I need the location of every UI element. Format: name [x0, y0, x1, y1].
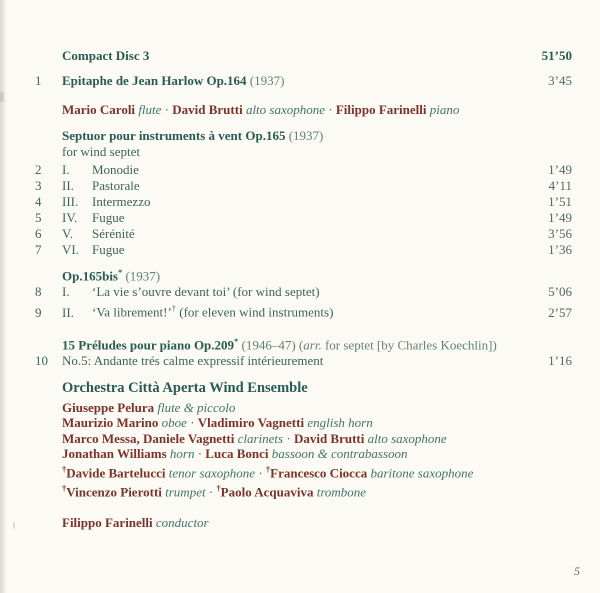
movement-roman: II. [62, 178, 74, 193]
disc-header-row [35, 48, 572, 64]
tracklist-content [35, 48, 572, 531]
track-title: Fugue [92, 210, 125, 225]
movement-roman: IV. [62, 210, 78, 225]
track-title: Monodie [92, 162, 139, 177]
track-duration: 3’45 [548, 73, 572, 88]
track-row [35, 162, 572, 178]
track-row [35, 178, 572, 194]
track-row [35, 284, 572, 300]
disc-total-duration: 51’50 [541, 48, 572, 63]
track-title: No.5: Andante trés calme expressif intérieurement [62, 352, 324, 368]
performer-credit-line [35, 462, 572, 481]
performer-credits: Marco Messa, Daniele Vagnetti clarinets · David Brutti alto saxophone [62, 430, 447, 446]
track-number: 6 [35, 226, 42, 241]
work-heading-row [35, 128, 572, 144]
track-title: Sérénité [92, 226, 135, 241]
ensemble-credits-block [35, 400, 572, 500]
track-number: 1 [35, 73, 42, 88]
work-subtitle: for wind septet [62, 144, 140, 159]
track-duration: 5’06 [548, 284, 572, 300]
track-row [35, 226, 572, 242]
movement-roman: VI. [62, 242, 79, 257]
track-row [35, 73, 572, 89]
track-duration: 1’36 [548, 242, 572, 257]
track-title: ‘La vie s’ouvre devant toi’ (for wind septet) [92, 284, 320, 300]
conductor-credit-line [35, 515, 572, 531]
movement-roman: V. [62, 226, 73, 241]
performer-credits: Giuseppe Pelura flute & piccolo [62, 399, 236, 415]
track-duration: 2’57 [548, 304, 572, 320]
performer-credits: †Davide Bartelucci tenor saxophone · †Francesco Ciocca baritone saxophone [62, 463, 474, 481]
scan-artifact [13, 522, 15, 529]
page-number: 5 [574, 564, 580, 578]
track-row [35, 353, 572, 369]
track-title: Fugue [92, 242, 125, 257]
movement-roman: I. [62, 284, 70, 300]
track-title: Epitaphe de Jean Harlow Op.164 (1937) [62, 73, 285, 88]
track-number: 9 [35, 304, 42, 320]
movement-roman: II. [62, 304, 74, 320]
track-number: 5 [35, 210, 42, 225]
track-duration: 4’11 [548, 178, 572, 193]
track-row [35, 300, 572, 320]
performer-credits: Mario Caroli flute · David Brutti alto saxophone · Filippo Farinelli piano [62, 102, 460, 117]
track-title: ‘Va librement!’† (for eleven wind instruments) [92, 303, 334, 320]
track-duration: 1’49 [548, 162, 572, 177]
track-number: 8 [35, 284, 42, 300]
track-row [35, 242, 572, 258]
track-duration: 1’49 [548, 210, 572, 225]
performer-credit-line [35, 481, 572, 500]
disc-title: Compact Disc 3 [62, 48, 150, 63]
work-heading-row [35, 333, 572, 353]
performer-credit-line [35, 415, 572, 431]
track-title: Pastorale [92, 178, 140, 193]
ensemble-name-row [35, 379, 572, 397]
work-heading: 15 Préludes pour piano Op.209* (1946–47) (arr. for septet [by Charles Koechlin]) [62, 335, 497, 352]
movement-roman: I. [62, 162, 70, 177]
track-duration: 1’16 [548, 352, 572, 368]
work-heading-row [35, 264, 572, 284]
work-heading: Op.165bis* (1937) [62, 267, 161, 284]
track-number: 7 [35, 242, 42, 257]
page-edge-shadow [0, 0, 7, 593]
performer-credit-line [35, 431, 572, 447]
track-duration: 3’56 [548, 226, 572, 241]
performer-credit-line [35, 102, 572, 118]
performer-credit-line [35, 400, 572, 416]
track-row [35, 210, 572, 226]
performer-credits: Maurizio Marino oboe · Vladimiro Vagnetti english horn [62, 415, 373, 431]
track-number: 4 [35, 194, 42, 209]
track-row [35, 194, 572, 210]
conductor-credit: Filippo Farinelli conductor [62, 514, 209, 530]
work-heading: Septuor pour instruments à vent Op.165 (1937) [62, 128, 324, 143]
track-duration: 1’51 [548, 194, 572, 209]
performer-credits: Jonathan Williams horn · Luca Bonci bassoon & contrabassoon [62, 446, 408, 462]
track-number: 3 [35, 178, 42, 193]
performer-credits: †Vincenzo Pierotti trumpet · †Paolo Acquaviva trombone [62, 482, 367, 500]
work-subtitle-row [35, 144, 572, 160]
scan-artifact [0, 92, 4, 102]
ensemble-name: Orchestra Città Aperta Wind Ensemble [62, 379, 308, 396]
track-number: 10 [35, 352, 48, 368]
performer-credit-line [35, 446, 572, 462]
track-title: Intermezzo [92, 194, 151, 209]
movement-roman: III. [62, 194, 79, 209]
track-number: 2 [35, 162, 42, 177]
